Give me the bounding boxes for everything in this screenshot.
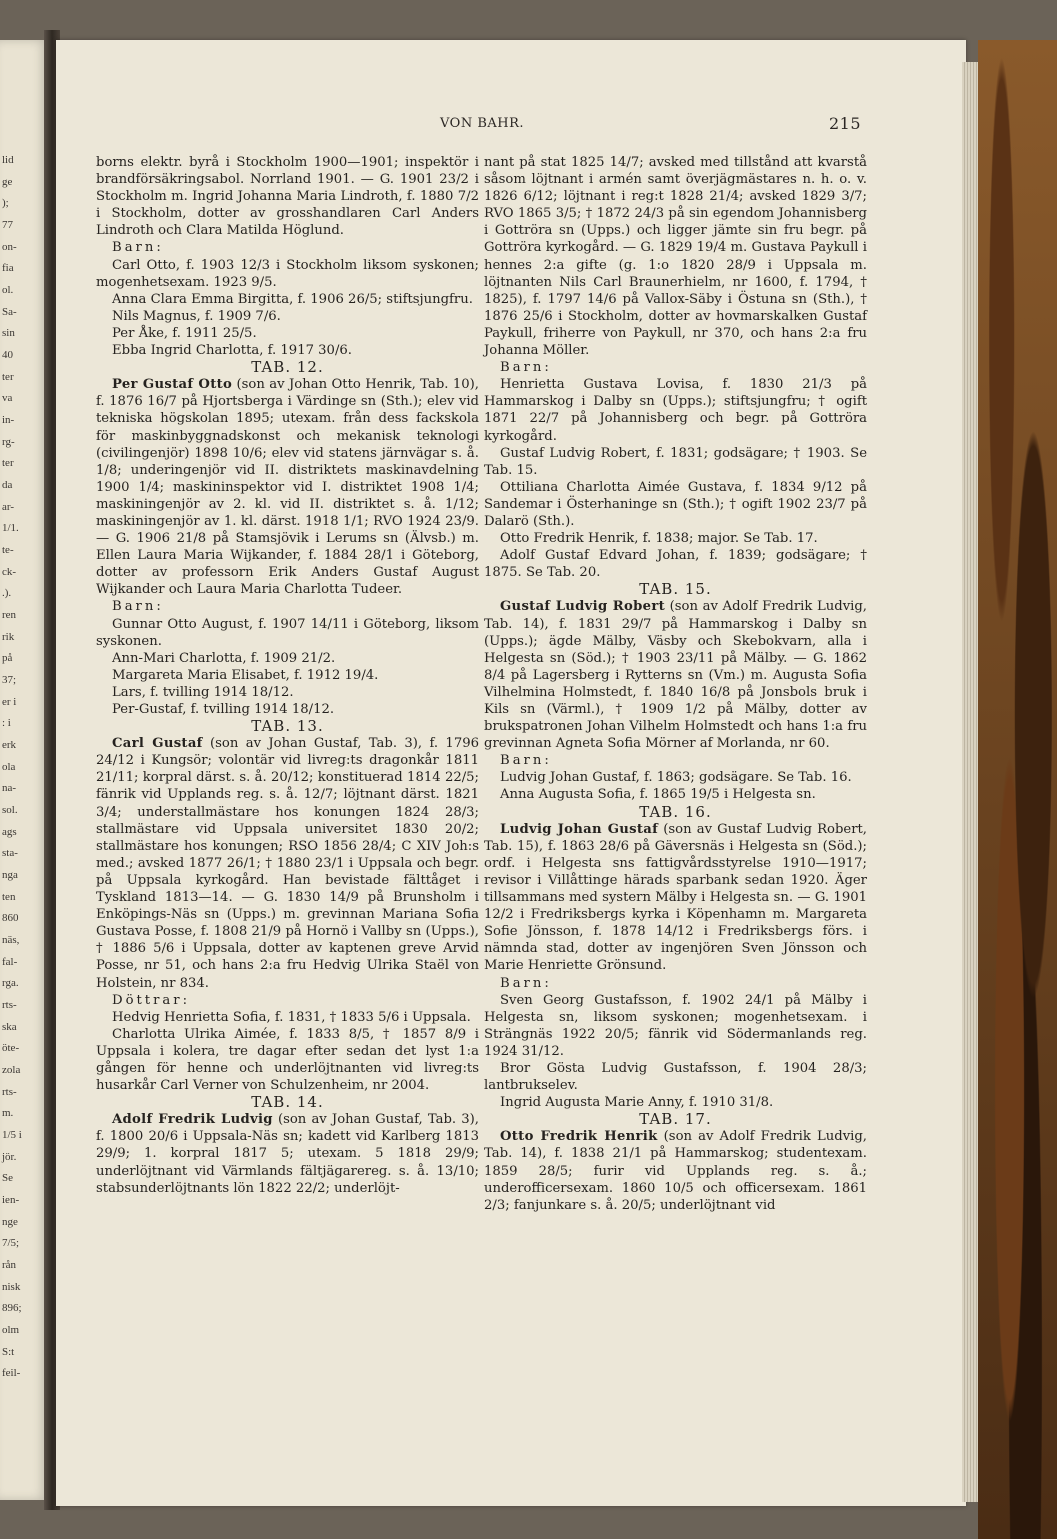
genealogy-entry [96,1111,479,1196]
table-heading: TAB. 12. [251,358,324,377]
genealogy-entry [484,821,867,975]
child-entry: Margareta Maria Elisabet, f. 1912 19/4. [112,667,379,683]
entry-name: Per Gustaf Otto [112,377,233,393]
margin-fragment: lid [2,154,14,166]
children-heading: Döttrar: [112,992,191,1008]
margin-fragment: Sa- [2,305,17,318]
child-entry: Charlotta Ulrika Aimée, f. 1833 8/5, † 1857 8/9 i Uppsala i kolera, tre dagar efter sedan det lyst 1:a gången för henne och underlöjtnanten vid livreg:ts husarkår Carl Verner von Schulzenheim, nr 2004. [96,1026,479,1094]
margin-fragment: 860 [2,912,19,925]
child-entry: Gunnar Otto August, f. 1907 14/11 i Göteborg, liksom syskonen. [96,616,479,649]
margin-fragment: jör. [2,1150,17,1163]
entry-name: Otto Fredrik Henrik [500,1129,658,1145]
child-entry: Anna Augusta Sofia, f. 1865 19/5 i Helgesta sn. [500,787,816,803]
margin-fragment: ck- [2,565,17,578]
entry-text: (son av Johan Gustaf, Tab. 3), f. 1800 20/6 i Uppsala-Näs sn; kadett vid Karlberg 1813 29/9; 1. korpral 1817 5; utexam. 5 1818 29/9; underlöjtnant vid Värmlands fältjägarereg. s. å. 13/10; stabsunderlöjtnants lön 1822 22/2; underlöjt- [96,1112,479,1196]
child-entry: Ann-Mari Charlotta, f. 1909 21/2. [112,650,336,666]
margin-fragment: zola [2,1064,21,1076]
genealogy-entry [484,598,867,752]
margin-fragment: näs, [2,934,20,946]
margin-fragment: feil- [2,1367,21,1380]
margin-fragment: rts- [2,999,17,1011]
margin-fragment: 7/5; [2,1237,20,1250]
margin-fragment: ); [2,197,9,210]
margin-fragment: erk [2,739,17,751]
child-entry: Per Åke, f. 1911 25/5. [112,325,257,341]
margin-fragment: va [2,392,13,405]
margin-fragment: sta- [2,847,18,860]
margin-fragment: da [2,479,13,491]
margin-fragment: ter [2,457,14,470]
entry-name: Gustaf Ludvig Robert [500,599,666,615]
child-entry: Anna Clara Emma Birgitta, f. 1906 26/5; stiftsjungfru. [112,291,473,307]
entry-text: (son av Adolf Fredrik Ludvig, Tab. 14), f. 1831 29/7 på Hammarskog i Dalby sn (Upps.); ägde Mälby, Väsby och Skebokvarn, alla i Helgesta sn (Söd.); † 1903 23/11 på Mälby. — G. 1862 8/4 på Lagersberg i Rytterns sn (Vm.) m. Augusta Sofia Vilhelmina Holmstedt, f. 1840 16/8 på Jonsbols bruk i Kils sn (Värml.), † 1909 1/2 på Mälby, dotter av brukspatronen Johan Vilhelm Holmstedt och hans 1:a fru grevinnan Agneta Sofia Mörner af Morlanda, nr 60. [484,599,867,752]
margin-fragment: rga. [2,977,19,990]
genealogy-entry [96,735,479,991]
margin-fragment: ags [2,825,17,838]
child-entry: Hedvig Henrietta Sofia, f. 1831, † 1833 5/6 i Uppsala. [112,1009,471,1025]
margin-fragment: 1/5 i [2,1129,22,1141]
entry-name: Carl Gustaf [112,736,203,752]
margin-fragment: 77 [2,219,13,231]
child-entry: Carl Otto, f. 1903 12/3 i Stockholm liksom syskonen; mogenhetsexam. 1923 9/5. [96,257,479,290]
children-heading: Barn: [112,240,164,256]
entry-text: (son av Gustaf Ludvig Robert, Tab. 15), f. 1863 28/6 på Gäversnäs i Helgesta sn (Söd.); ordf. i Helgesta sns fattigvårdsstyrelse 1910—1917; revisor i Villåttinge härads sparbank sedan 1920. Äger tillsammans med systern Mälby i Helgesta sn. — G. 1901 12/2 i Fredriksbergs kyrka i Köpenhamn m. Margareta Sofie Jönsson, f. 1878 14/12 i Fredriksbergs förs. i nämnda stad, dotter av ingenjören Sven Jönsson och Marie Henriette Grönsund. [484,821,867,974]
margin-fragment: 40 [2,349,13,361]
margin-fragment: S:t [2,1345,15,1358]
margin-fragment: sol. [2,804,18,816]
margin-fragment: Se [2,1172,13,1185]
margin-fragment: ol. [2,284,14,296]
margin-fragment: 1/1. [2,522,19,535]
entry-text: (son av Adolf Fredrik Ludvig, Tab. 14), f. 1838 21/1 på Hammarskog; studentexam. 1859 28/5; furir vid Upplands reg. s. å.; underofficersexam. 1860 10/5 och officersexam. 1861 2/3; fanjunkare s. å. 20/5; underlöjtnant vid [484,1129,868,1213]
paragraph: borns elektr. byrå i Stockholm 1900—1901; inspektör i brandförsäkringsabol. Norrland 1901. — G. 1901 23/2 i Stockholm m. Ingrid Johanna Maria Lindroth, f. 1880 7/2 i Stockholm, dotter av grosshandlaren Carl Anders Lindroth och Clara Matilda Höglund. [96,155,479,239]
margin-fragment: nisk [2,1280,21,1293]
margin-fragment: .). [2,587,12,600]
paragraph: nant på stat 1825 14/7; avsked med tillstånd att kvarstå såsom löjtnant i armén samt överjägmästares n. h. o. v. 1826 6/12; löjtnant i reg:t 1828 21/4; avsked 1829 3/7; RVO 1865 3/5; † 1872 24/3 på sin egendom Johannisberg i Gottröra sn (Upps.) och ligger jämte sin fru begr. på Gottröra kyrkogård. — G. 1829 19/4 m. Gustava Paykull i hennes 2:a gifte (g. 1:o 1820 28/9 i Uppsala m. löjtnanten Nils Carl Braunerhielm, nr 1600, f. 1794, † 1825), f. 1797 14/6 på Vallox-Säby i Östuna sn (Sth.), † 1876 25/6 i Stockholm, dotter av hovmarskalken Gustaf Paykull, friherre von Paykull, nr 370, och hans 2:a fru Johanna Möller. [484,155,867,359]
children-heading: Barn: [500,753,552,769]
margin-fragment: öte- [2,1042,20,1055]
entry-name: Adolf Fredrik Ludvig [112,1112,273,1128]
genealogy-entry [96,376,479,598]
margin-fragment: ge [2,175,13,188]
margin-fragment: on- [2,240,17,253]
margin-fragment: ska [2,1020,17,1033]
margin-fragment: nga [2,869,18,881]
margin-fragment: ter [2,370,14,383]
margin-fragment: på [2,652,13,665]
child-entry: Ingrid Augusta Marie Anny, f. 1910 31/8. [500,1095,774,1111]
table-heading: TAB. 17. [639,1110,712,1129]
child-entry: Gustaf Ludvig Robert, f. 1831; godsägare; † 1903. Se Tab. 15. [484,445,867,478]
children-heading: Barn: [500,975,552,991]
margin-fragment: olm [2,1324,20,1336]
child-entry: Henrietta Gustava Lovisa, f. 1830 21/3 på Hammarskog i Dalby sn (Upps.); stiftsjungfru; † ogift 1871 22/7 på Johannisberg och begr. på Gottröra kyrkogård. [484,377,867,444]
entry-text: (son av Johan Otto Henrik, Tab. 10), f. 1876 16/7 på Hjortsberga i Värdinge sn (Sth.); elev vid tekniska högskolan 1895; utexam. från dess fackskola för maskinbyggnadskonst och mekanisk teknologi (civilingenjör) 1898 10/6; elev vid statens järnvägar s. å. 1/8; underingenjör vid II. distriktets maskinavdelning 1900 1/4; maskininspektor vid I. distriktet 1908 1/4; maskiningenjör av 2. kl. vid II. distriktet s. å. 1/12; maskiningenjör av 1. kl. därst. 1918 1/1; RVO 1924 23/9. — G. 1906 21/8 på Stamsjövik i Lerums sn (Älvsb.) m. Ellen Laura Maria Wijkander, f. 1884 28/1 i Göteborg, dotter av professorn Erik Anders Gustaf August Wijkander och Laura Maria Charlotta Tudeer. [96,377,479,598]
margin-fragment: fal- [2,955,18,968]
margin-fragment: rg- [2,435,15,448]
table-heading: TAB. 13. [251,717,324,736]
child-entry: Ottiliana Charlotta Aimée Gustava, f. 1834 9/12 på Sandemar i Österhaninge sn (Sth.); † ogift 1902 23/7 på Dalarö (Sth.). [484,479,867,529]
margin-fragment: ola [2,760,16,773]
child-entry: Per-Gustaf, f. tvilling 1914 18/12. [112,702,335,717]
margin-fragment: : i [2,717,11,730]
margin-fragment: fia [2,262,14,275]
entry-text: (son av Johan Gustaf, Tab. 3), f. 1796 24/12 i Kungsör; volontär vid livreg:ts dragonkår 1811 21/11; korpral därst. s. å. 20/12; konstituerad 1814 22/5; fänrik vid Upplands reg. s. å. 12/7; löjtnant därst. 1821 3/4; understallmästare hos konungen 1824 28/3; stallmästare vid Uppsala universitet 1830 20/2; stallmästare hos konungen; RSO 1856 28/4; C XIV Joh:s med.; avsked 1877 26/1; † 1880 23/1 i Uppsala och begr. på Uppsala kyrkogård. Han bevistade fälttåget i Tyskland 1813—14. — G. 1830 14/9 på Brunsholm i Enköpings-Näs sn (Upps.) m. grevinnan Mariana Sofia Gustava Posse, f. 1808 21/9 på Hornö i Vallby sn (Upps.), † 1886 5/6 i Uppsala, dotter av kaptenen greve Arvid Posse, nr 51, och hans 2:a fru Hedvig Ulrika Staël von Holstein, nr 834. [96,736,479,991]
page-number: 215 [829,114,862,133]
margin-fragment: ten [2,890,16,903]
child-entry: Ludvig Johan Gustaf, f. 1863; godsägare. Se Tab. 16. [500,770,852,786]
entry-name: Ludvig Johan Gustaf [500,821,659,837]
child-entry: Bror Gösta Ludvig Gustafsson, f. 1904 28/3; lantbrukselev. [484,1060,867,1094]
right-text-column [484,154,867,1214]
marbled-cover [978,40,1057,1539]
children-heading: Barn: [500,360,552,376]
margin-fragment: sin [2,327,15,340]
table-heading: TAB. 14. [251,1093,324,1112]
margin-fragment: ar- [2,500,14,513]
child-entry: Adolf Gustaf Edvard Johan, f. 1839; godsägare; † 1875. Se Tab. 20. [484,548,867,581]
child-entry: Otto Fredrik Henrik, f. 1838; major. Se Tab. 17. [500,531,818,547]
margin-fragment: na- [2,782,17,795]
child-entry: Ebba Ingrid Charlotta, f. 1917 30/6. [112,343,352,359]
child-entry: Lars, f. tvilling 1914 18/12. [112,684,294,700]
margin-fragment: 37; [2,674,17,686]
margin-fragment: rån [2,1259,17,1271]
children-heading: Barn: [112,599,164,615]
margin-fragment: rik [2,630,15,643]
margin-fragment: 896; [2,1302,22,1315]
margin-fragment: ren [2,609,17,621]
table-heading: TAB. 15. [639,580,712,599]
child-entry: Nils Magnus, f. 1909 7/6. [112,308,281,324]
margin-fragment: in- [2,414,15,426]
margin-fragment: te- [2,544,14,556]
child-entry: Sven Georg Gustafsson, f. 1902 24/1 på Mälby i Helgesta sn, liksom syskonen; mogenhetsexam. i Strängnäs 1922 20/5; fänrik vid Södermanlands reg. 1924 31/12. [484,992,867,1059]
margin-fragment: ien- [2,1194,20,1206]
left-text-column [96,154,479,1197]
margin-fragment: rts- [2,1085,17,1098]
margin-fragment: m. [2,1107,14,1120]
facing-page-edge [0,40,48,1500]
margin-fragment: nge [2,1215,18,1228]
genealogy-entry [484,1128,867,1213]
table-heading: TAB. 16. [639,802,712,821]
margin-fragment: er i [2,695,17,708]
running-head: VON BAHR. [440,116,525,131]
